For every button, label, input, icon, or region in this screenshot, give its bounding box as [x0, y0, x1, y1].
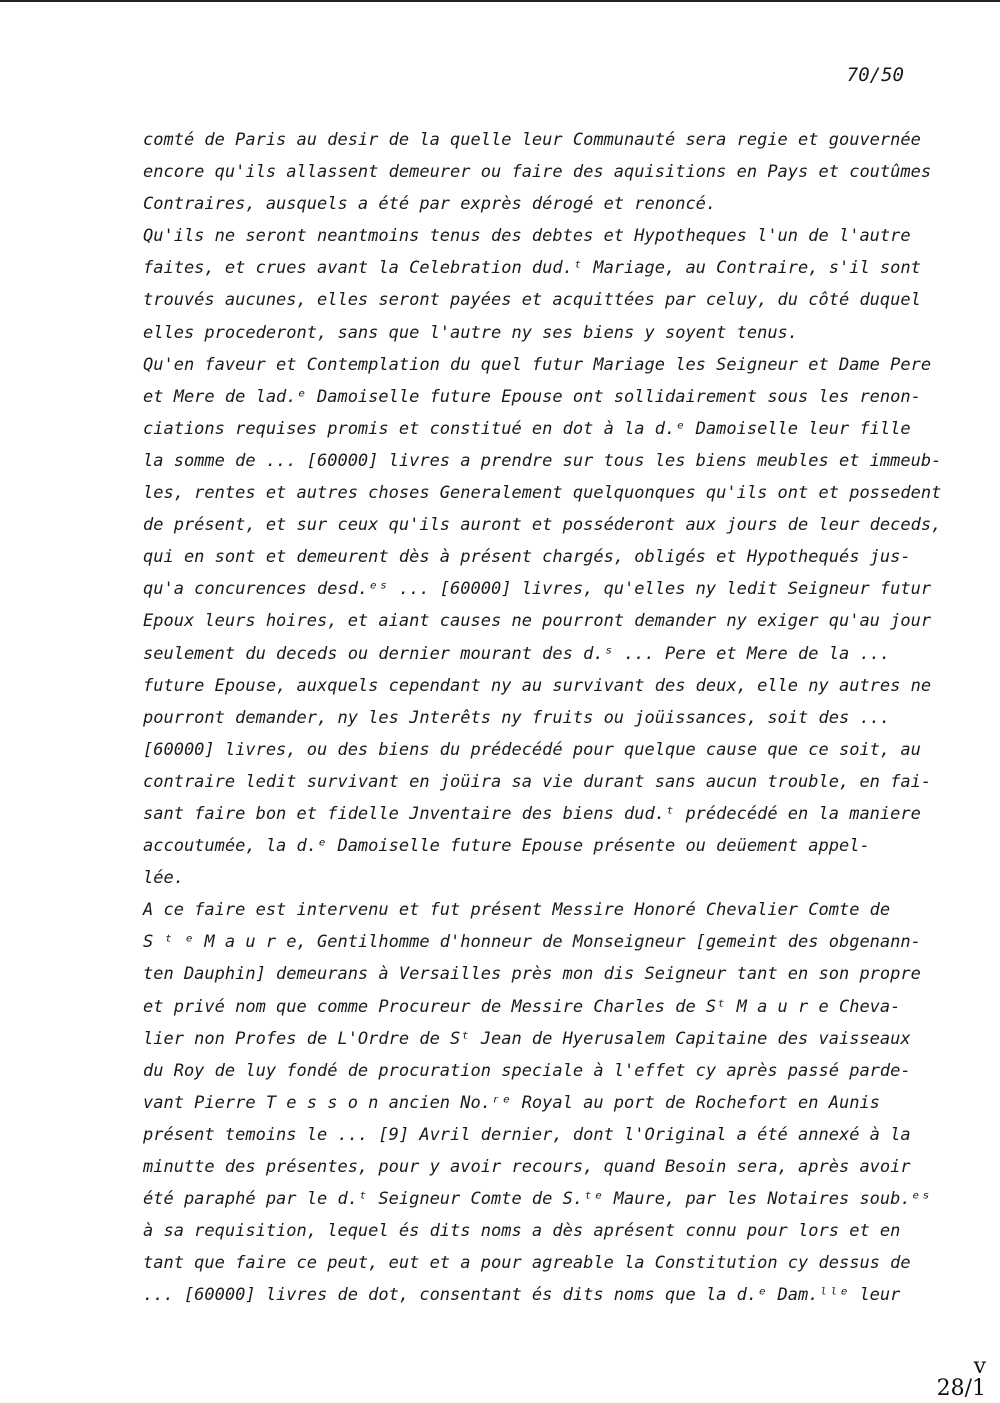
text-line: Contraires, ausquels a été par exprès dérogé et renoncé.	[143, 194, 717, 215]
text-line: de présent, et sur ceux qu'ils auront et posséderont aux jours de leur deceds,	[143, 515, 942, 536]
text-line: future Epouse, auxquels cependant ny au survivant des deux, elle ny autres ne	[143, 675, 932, 696]
handwritten-margin-note: v 28/1	[936, 1354, 986, 1401]
text-line: S ᵗ ᵉ M a u r e, Gentilhomme d'honneur de Monseigneur [gemeint des obgenann-	[143, 932, 921, 953]
text-line: [60000] livres, ou des biens du prédecédé pour quelque cause que ce soit, au	[143, 739, 921, 760]
text-line: du Roy de luy fondé de procuration speciale à l'effet cy après passé parde-	[143, 1060, 911, 1081]
text-line: et Mere de lad.ᵉ Damoiselle future Epouse ont sollidairement sous les renon-	[143, 386, 921, 407]
text-line: sant faire bon et fidelle Jnventaire des biens dud.ᵗ prédecédé en la maniere	[143, 803, 921, 824]
page-number: 70/50	[846, 64, 904, 86]
text-line: minutte des présentes, pour y avoir recours, quand Besoin sera, après avoir	[143, 1157, 911, 1177]
text-line: elles procederont, sans que l'autre ny ses biens y soyent tenus.	[143, 322, 799, 343]
text-line: ciations requises promis et constitué en dot à la d.ᵉ Damoiselle leur fille	[143, 418, 911, 439]
text-line: et privé nom que comme Procureur de Messire Charles de Sᵗ M a u r e Cheva-	[143, 996, 901, 1017]
text-line: accoutumée, la d.ᵉ Damoiselle future Epouse présente ou deüement appel-	[143, 836, 870, 857]
top-border-line	[0, 0, 1000, 2]
text-line: A ce faire est intervenu et fut présent Messire Honoré Chevalier Comte de	[143, 900, 891, 921]
text-line: qu'a concurences desd.ᵉˢ ... [60000] livres, qu'elles ny ledit Seigneur futur	[143, 579, 932, 600]
text-line: présent temoins le ... [9] Avril dernier, dont l'Original a été annexé à la	[143, 1124, 911, 1145]
text-line: vant Pierre T e s s o n ancien No.ʳᵉ Royal au port de Rochefort en Aunis	[143, 1092, 880, 1113]
text-line: la somme de ... [60000] livres a prendre sur tous les biens meubles et immeub-	[143, 450, 942, 471]
text-line: encore qu'ils allassent demeurer ou faire des aquisitions en Pays et coutûmes	[143, 162, 932, 183]
text-line: Qu'en faveur et Contemplation du quel futur Mariage les Seigneur et Dame Pere	[143, 354, 932, 375]
text-line: ... [60000] livres de dot, consentant és dits noms que la d.ᵉ Dam.ˡˡᵉ leur	[143, 1285, 901, 1306]
text-line: été paraphé par le d.ᵗ Seigneur Comte de S.ᵗᵉ Maure, par les Notaires soub.ᵉˢ	[143, 1189, 932, 1210]
text-line: à sa requisition, lequel és dits noms a dès aprésent connu pour lors et en	[143, 1221, 901, 1242]
text-line: lée.	[143, 868, 184, 889]
text-line: qui en sont et demeurent dès à présent chargés, obligés et Hypothequés jus-	[143, 547, 911, 568]
text-line: ten Dauphin] demeurans à Versailles près mon dis Seigneur tant en son propre	[143, 964, 921, 985]
text-line: pourront demander, ny les Jnterêts ny fruits ou joüissances, soit des ...	[143, 707, 891, 728]
text-line: Epoux leurs hoires, et aiant causes ne pourront demander ny exiger qu'au jour	[143, 611, 932, 632]
text-line: lier non Profes de L'Ordre de Sᵗ Jean de Hyerusalem Capitaine des vaisseaux	[143, 1028, 911, 1049]
text-line: seulement du deceds ou dernier mourant des d.ˢ ... Pere et Mere de la ...	[143, 643, 891, 664]
text-line: trouvés aucunes, elles seront payées et acquittées par celuy, du côté duquel	[143, 290, 921, 311]
text-line: comté de Paris au desir de la quelle leur Communauté sera regie et gouvernée	[143, 130, 921, 150]
text-line: contraire ledit survivant en joüira sa vie durant sans aucun trouble, en fai-	[143, 771, 932, 792]
text-line: faites, et crues avant la Celebration dud.ᵗ Mariage, au Contraire, s'il sont	[143, 258, 921, 279]
text-line: Qu'ils ne seront neantmoins tenus des debtes et Hypotheques l'un de l'autre	[143, 226, 911, 247]
text-line: tant que faire ce peut, eut et a pour agreable la Constitution cy dessus de	[143, 1253, 911, 1274]
text-line: les, rentes et autres choses Generalement quelquonques qu'ils ont et possedent	[143, 483, 942, 504]
body-text	[143, 124, 942, 1311]
